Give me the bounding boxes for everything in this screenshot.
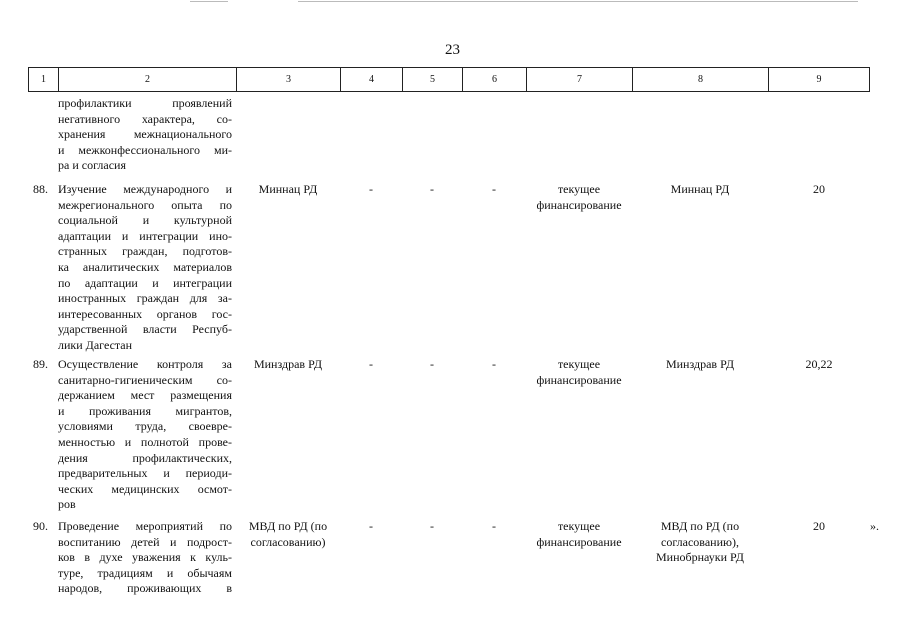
description-line: лики Дагестан xyxy=(58,337,133,352)
header-col-9: 9 xyxy=(768,68,870,91)
header-col-1: 1 xyxy=(28,68,58,91)
row-executor: Миннац РД xyxy=(258,182,318,196)
row-indicator: 20 xyxy=(813,182,825,196)
description-line: народов, проживающих в xyxy=(58,581,232,596)
closing-quote-mark: ». xyxy=(870,519,879,533)
description-line: иностранных граждан для за- xyxy=(58,291,232,306)
description-line: Проведение мероприятий по xyxy=(58,519,232,533)
description-line: держанием мест размещения xyxy=(58,388,232,403)
row-col-6: - xyxy=(492,519,496,533)
continuation-line: ра и согласия xyxy=(58,158,126,173)
header-col-4: 4 xyxy=(340,68,402,91)
description-line: межрегионального опыта по xyxy=(58,197,232,212)
row-description xyxy=(58,519,232,597)
scan-edge-line xyxy=(190,1,228,2)
page-number: 23 xyxy=(445,42,460,58)
description-line: странных граждан, подготов- xyxy=(58,244,232,259)
continuation-line: профилактики проявлений xyxy=(58,96,232,110)
row-col-6: - xyxy=(492,182,496,196)
description-line: ров xyxy=(58,497,76,512)
row-responsible: Минздрав РД xyxy=(665,357,735,371)
row-financing: текущее финансирование xyxy=(536,182,622,212)
row-number: 89. xyxy=(33,357,48,371)
description-line: ков в духе уважения к куль- xyxy=(58,550,232,565)
table-header-row xyxy=(28,67,870,92)
row-responsible: Миннац РД xyxy=(670,182,730,196)
row-col-5: - xyxy=(430,182,434,196)
description-line: и проживания мигрантов, xyxy=(58,403,232,418)
row-description xyxy=(58,357,232,513)
continuation-line: и межконфессионального ми- xyxy=(58,142,232,157)
row-col-5: - xyxy=(430,357,434,371)
description-line: Осуществление контроля за xyxy=(58,357,232,371)
description-line: интересованных органов гос- xyxy=(58,306,232,321)
row-indicator: 20,22 xyxy=(805,357,833,371)
row-responsible: МВД по РД (по согласованию), Минобрнауки РД xyxy=(656,519,744,565)
description-line: ческих медицинских осмот- xyxy=(58,481,232,496)
row-col-5: - xyxy=(430,519,434,533)
description-line: ка аналитических материалов xyxy=(58,259,232,274)
row-number: 88. xyxy=(33,182,48,196)
header-col-3: 3 xyxy=(236,68,340,91)
description-line: туре, традициям и обычаям xyxy=(58,565,232,580)
header-col-6: 6 xyxy=(462,68,526,91)
row-financing: текущее финансирование xyxy=(536,357,622,387)
row-col-4: - xyxy=(369,519,373,533)
header-col-5: 5 xyxy=(402,68,462,91)
row-financing: текущее финансирование xyxy=(536,519,622,549)
header-col-8: 8 xyxy=(632,68,768,91)
row-number: 90. xyxy=(33,519,48,533)
description-line: менностью и полнотой прове- xyxy=(58,434,232,449)
description-line: ударственной власти Респуб- xyxy=(58,322,232,337)
description-line: социальной и культурной xyxy=(58,213,232,228)
row-description xyxy=(58,182,232,354)
description-line: условиями труда, своевре- xyxy=(58,419,232,434)
description-line: предварительных и периоди- xyxy=(58,466,232,481)
row-executor: МВД по РД (по согласованию) xyxy=(248,519,328,549)
row-col-6: - xyxy=(492,357,496,371)
scan-edge-line xyxy=(298,1,858,2)
description-line: адаптации и интеграции ино- xyxy=(58,228,232,243)
description-line: по адаптации и интеграции xyxy=(58,275,232,290)
continuation-line: негативного характера, со- xyxy=(58,111,232,126)
header-col-7: 7 xyxy=(526,68,632,91)
row-col-4: - xyxy=(369,357,373,371)
description-line: воспитанию детей и подрост- xyxy=(58,534,232,549)
row-col-4: - xyxy=(369,182,373,196)
row-executor: Минздрав РД xyxy=(253,357,323,371)
description-line: Изучение международного и xyxy=(58,182,232,196)
row-indicator: 20 xyxy=(813,519,825,533)
continuation-line: хранения межнационального xyxy=(58,127,232,142)
description-line: санитарно-гигиеническим со- xyxy=(58,372,232,387)
header-col-2: 2 xyxy=(58,68,236,91)
description-line: дения профилактических, xyxy=(58,450,232,465)
continuation-description xyxy=(58,96,232,174)
